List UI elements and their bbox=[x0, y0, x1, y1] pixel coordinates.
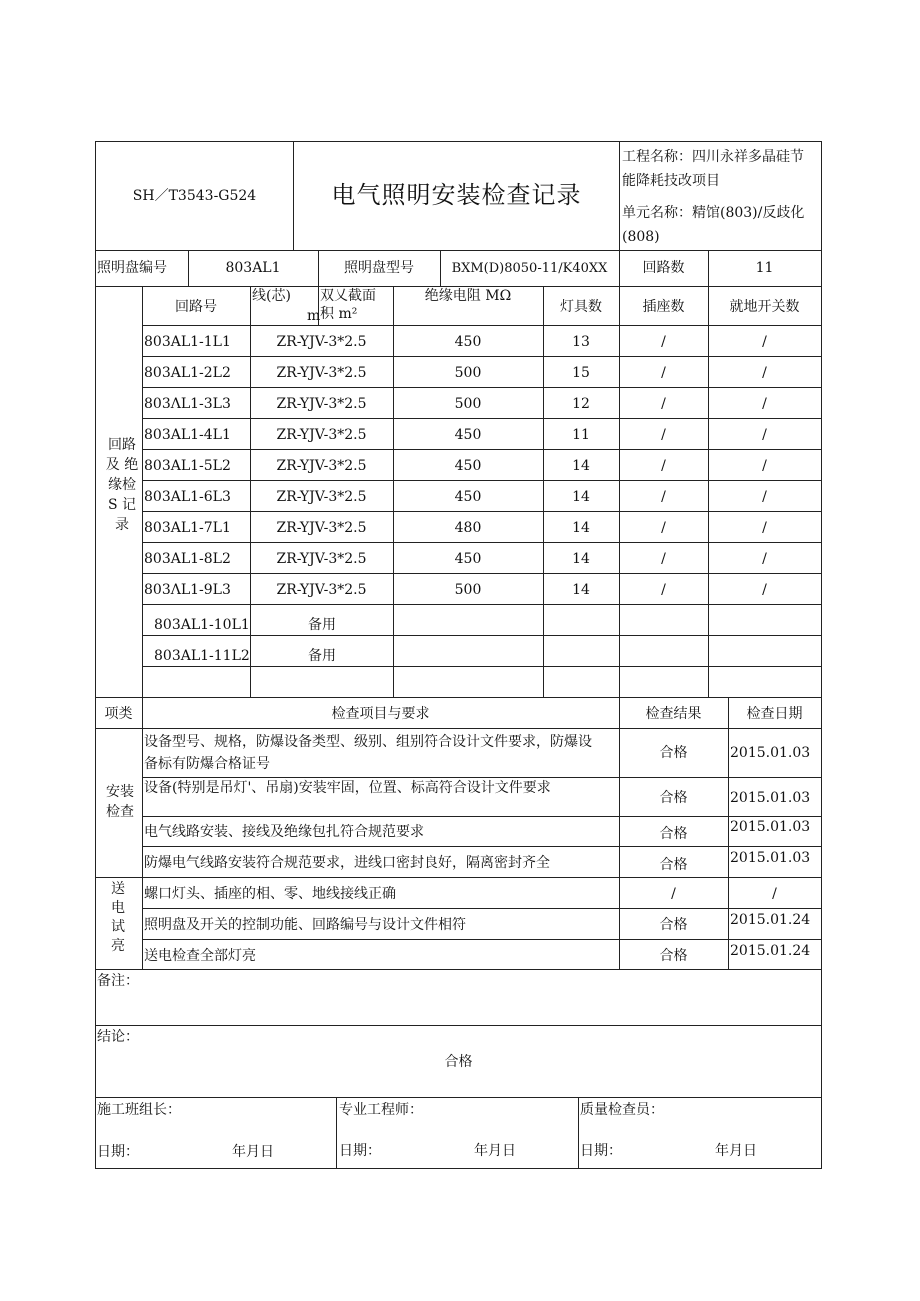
circuit-no: 803AL1-4L1 bbox=[144, 427, 231, 443]
inspection-result: 合格 bbox=[659, 790, 688, 806]
inspection-item-l1: 螺口灯头、插座的相、零、地线接线正确 bbox=[144, 886, 396, 902]
unit-name-line2: (808) bbox=[622, 229, 660, 245]
power-label-l1: 送 bbox=[111, 881, 125, 897]
inspection-result: 合格 bbox=[659, 745, 688, 761]
signature-date-value: 年月日 bbox=[474, 1143, 516, 1159]
power-label-l2: 电 bbox=[111, 900, 125, 916]
circuit-wire: ZR-YJV-3*2.5 bbox=[276, 396, 367, 412]
inspection-date: / bbox=[772, 886, 777, 902]
circuit-wire: ZR-YJV-3*2.5 bbox=[276, 582, 367, 598]
circuit-wire: ZR-YJV-3*2.5 bbox=[276, 520, 367, 536]
circuit-switches: / bbox=[762, 489, 767, 505]
circuit-wire: 备用 bbox=[308, 617, 336, 633]
inspection-item-l1: 电气线路安装、接线及绝缘包扎符合规范要求 bbox=[144, 824, 424, 840]
inspection-result: / bbox=[671, 886, 676, 902]
circuit-wire: ZR-YJV-3*2.5 bbox=[276, 365, 367, 381]
circuit-ohm: 450 bbox=[454, 458, 482, 474]
circuit-sockets: / bbox=[661, 396, 666, 412]
circuit-sockets: / bbox=[661, 520, 666, 536]
col-item: 检查项目与要求 bbox=[331, 706, 430, 722]
signature-date-value: 年月日 bbox=[715, 1143, 757, 1159]
signature-date-value: 年月日 bbox=[232, 1144, 274, 1160]
circuit-no: 803ΛL1-9L3 bbox=[144, 582, 231, 598]
inspection-item-l1: 照明盘及开关的控制功能、回路编号与设计文件相符 bbox=[144, 917, 466, 933]
col-insulation: 绝缘电阻 MΩ bbox=[424, 288, 512, 304]
circuit-wire: ZR-YJV-3*2.5 bbox=[276, 489, 367, 505]
circuit-lamps: 14 bbox=[572, 489, 590, 505]
inspection-date: 2015.01.03 bbox=[730, 850, 811, 866]
inspection-item-l2: 备标有防爆合格证号 bbox=[144, 756, 270, 772]
signature-role: 专业工程师： bbox=[339, 1102, 423, 1118]
side-label-l5: 录 bbox=[115, 517, 129, 533]
col-section-l1: 双乂截面 bbox=[320, 288, 376, 304]
inspection-result: 合格 bbox=[659, 917, 688, 933]
circuit-no: 803AL1-5L2 bbox=[144, 458, 231, 474]
circuit-switches: / bbox=[762, 582, 767, 598]
circuit-lamps: 13 bbox=[572, 334, 590, 350]
power-label-l3: 试 bbox=[111, 919, 125, 935]
circuit-lamps: 12 bbox=[572, 396, 590, 412]
circuit-wire: ZR-YJV-3*2.5 bbox=[276, 427, 367, 443]
circuit-sockets: / bbox=[661, 582, 666, 598]
panel-model-label: 照明盘型号 bbox=[344, 260, 414, 276]
circuit-switches: / bbox=[762, 520, 767, 536]
circuit-ohm: 500 bbox=[454, 396, 482, 412]
page-title: 电气照明安装检查记录 bbox=[331, 181, 582, 209]
circuit-section-label bbox=[104, 435, 140, 535]
inspection-result: 合格 bbox=[659, 948, 688, 964]
col-sockets: 插座数 bbox=[642, 299, 685, 315]
circuit-lamps: 14 bbox=[572, 458, 590, 474]
circuit-wire: ZR-YJV-3*2.5 bbox=[276, 458, 367, 474]
install-check-label bbox=[98, 782, 142, 822]
inspection-date: 2015.01.03 bbox=[730, 819, 811, 835]
side-label-l2: 及 绝 bbox=[105, 457, 139, 473]
col-lamps: 灯具数 bbox=[560, 299, 602, 315]
inspection-date: 2015.01.03 bbox=[730, 790, 811, 806]
inspection-date: 2015.01.24 bbox=[730, 943, 811, 959]
circuit-no: 803AL1-8L2 bbox=[144, 551, 231, 567]
circuit-sockets: / bbox=[661, 427, 666, 443]
circuit-lamps: 15 bbox=[572, 365, 590, 381]
signature-role: 施工班组长： bbox=[97, 1102, 181, 1118]
circuit-no: 803AL1-11L2 bbox=[154, 648, 250, 664]
conclusion-label: 结论： bbox=[97, 1029, 139, 1045]
circuit-wire: ZR-YJV-3*2.5 bbox=[276, 334, 367, 350]
col-result: 检查结果 bbox=[645, 706, 702, 722]
circuit-wire: ZR-YJV-3*2.5 bbox=[276, 551, 367, 567]
signature-date-label: 日期： bbox=[97, 1144, 139, 1160]
circuit-ohm: 450 bbox=[454, 551, 482, 567]
circuit-ohm: 450 bbox=[454, 427, 482, 443]
circuit-no: 803AL1-10L1 bbox=[154, 617, 250, 633]
circuit-no: 803AL1-1L1 bbox=[144, 334, 231, 350]
unit-label: 单元名称： bbox=[622, 205, 692, 221]
project-name-line2: 能降耗技改项目 bbox=[622, 173, 720, 189]
circuit-sockets: / bbox=[661, 551, 666, 567]
circuit-ohm: 450 bbox=[454, 489, 482, 505]
circuit-switches: / bbox=[762, 396, 767, 412]
circuit-lamps: 14 bbox=[572, 582, 590, 598]
circuit-switches: / bbox=[762, 427, 767, 443]
circuit-ohm: 480 bbox=[454, 520, 482, 536]
inspection-item-l1: 设备(特别是吊灯'、吊扇)安装牢固，位置、标高符合设计文件要求 bbox=[144, 780, 551, 796]
unit-name-line1 bbox=[622, 204, 804, 222]
inspection-date: 2015.01.24 bbox=[730, 912, 811, 928]
panel-model-value: BXM(D)8050-11/K40XX bbox=[451, 261, 608, 276]
project-value: 四川永祥多晶硅节 bbox=[692, 149, 804, 165]
panel-no-label: 照明盘编号 bbox=[97, 260, 167, 276]
inspection-date: 2015.01.03 bbox=[730, 745, 811, 761]
side-label-l4: S 记 bbox=[107, 497, 137, 513]
circuit-sockets: / bbox=[661, 489, 666, 505]
circuit-lamps: 14 bbox=[572, 520, 590, 536]
circuit-switches: / bbox=[762, 334, 767, 350]
remarks-label: 备注： bbox=[97, 973, 139, 989]
col-category: 项类 bbox=[104, 706, 133, 722]
col-switches: 就地开关数 bbox=[729, 299, 800, 315]
circuit-no: 803AL1-2L2 bbox=[144, 365, 231, 381]
circuit-count-label: 回路数 bbox=[642, 260, 685, 276]
inspection-item-l1: 送电检查全部灯亮 bbox=[144, 948, 256, 964]
inspection-item-l1: 设备型号、规格，防爆设备类型、级别、组别符合设计文件要求，防爆设 bbox=[144, 734, 592, 750]
circuit-switches: / bbox=[762, 365, 767, 381]
inspection-result: 合格 bbox=[659, 826, 688, 842]
form-code: SH／T3543-G524 bbox=[132, 188, 257, 204]
signature-date-label: 日期： bbox=[580, 1143, 622, 1159]
circuit-switches: / bbox=[762, 551, 767, 567]
project-name-line1 bbox=[622, 148, 804, 166]
circuit-switches: / bbox=[762, 458, 767, 474]
power-label-l4: 亮 bbox=[111, 938, 125, 954]
circuit-sockets: / bbox=[661, 334, 666, 350]
col-section-l2: 积 m² bbox=[320, 306, 358, 322]
circuit-no: 803ΛL1-3L3 bbox=[144, 396, 231, 412]
col-circuit-no: 回路号 bbox=[175, 299, 217, 315]
inspection-result: 合格 bbox=[659, 857, 688, 873]
inspection-item-l1: 防爆电气线路安装符合规范要求，进线口密封良好，隔离密封齐全 bbox=[144, 855, 550, 871]
circuit-lamps: 14 bbox=[572, 551, 590, 567]
circuit-ohm: 500 bbox=[454, 582, 482, 598]
circuit-wire: 备用 bbox=[308, 648, 336, 664]
col-wire-l1: 线(芯) bbox=[252, 288, 291, 304]
circuit-sockets: / bbox=[661, 365, 666, 381]
side-label-l3: 缘检 bbox=[108, 477, 136, 493]
panel-no-value: 803AL1 bbox=[225, 260, 281, 276]
conclusion-value: 合格 bbox=[444, 1054, 473, 1070]
col-wire-l2: m bbox=[307, 308, 321, 324]
circuit-sockets: / bbox=[661, 458, 666, 474]
project-label: 工程名称： bbox=[622, 149, 692, 165]
signature-date-label: 日期： bbox=[339, 1143, 381, 1159]
unit-value: 精馆(803)/反歧化 bbox=[692, 205, 805, 221]
side-label-l1: 回路 bbox=[108, 437, 136, 453]
circuit-count-value: 11 bbox=[755, 260, 774, 276]
circuit-ohm: 450 bbox=[454, 334, 482, 350]
circuit-lamps: 11 bbox=[572, 427, 590, 443]
col-date: 检查日期 bbox=[746, 706, 803, 722]
circuit-ohm: 500 bbox=[454, 365, 482, 381]
circuit-no: 803AL1-7L1 bbox=[144, 520, 231, 536]
power-test-label bbox=[106, 880, 130, 956]
install-label-l1: 安装 bbox=[106, 784, 134, 800]
install-label-l2: 检查 bbox=[106, 804, 134, 820]
signature-role: 质量检查员： bbox=[580, 1102, 664, 1118]
circuit-no: 803AL1-6L3 bbox=[144, 489, 231, 505]
